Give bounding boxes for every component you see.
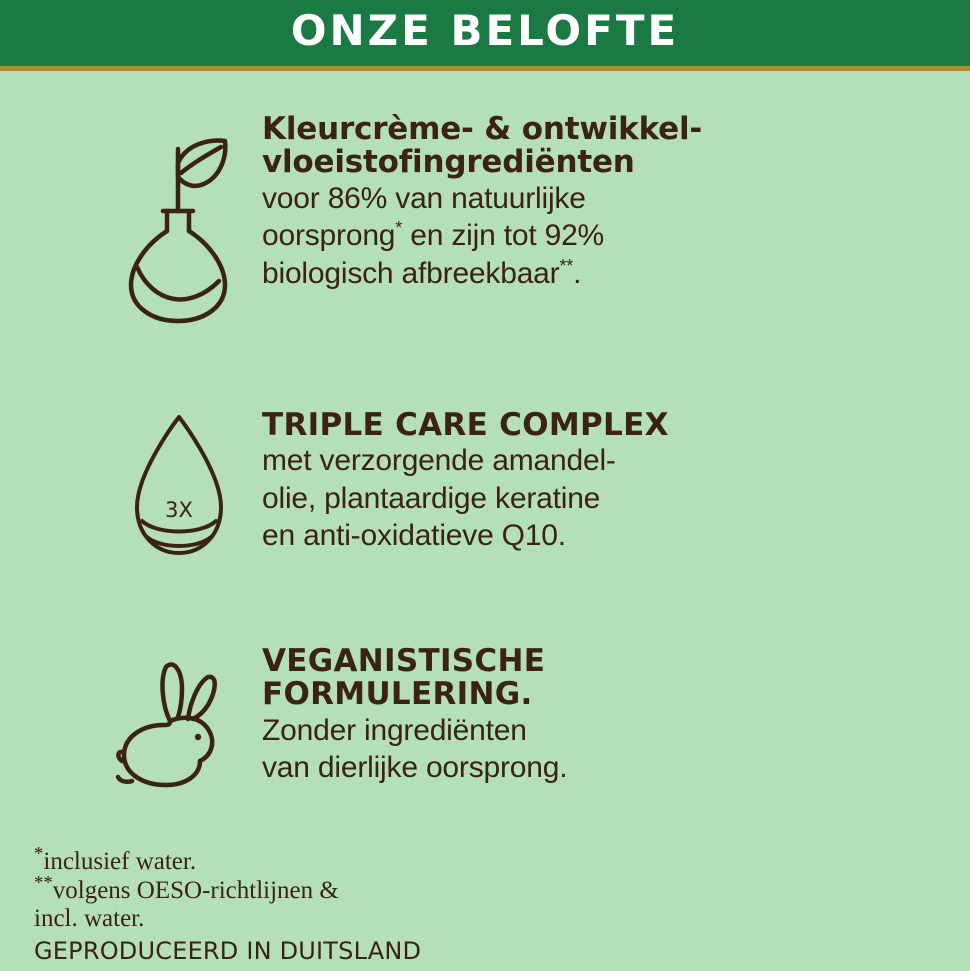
feature-vegan-body-line2: van dierlijke oorsprong. xyxy=(262,751,568,785)
droplet-3x-icon xyxy=(104,409,254,569)
footnote-marker-double: ** xyxy=(559,255,574,276)
footnotes xyxy=(34,843,594,965)
feature-vegan-heading-line2: FORMULERING. xyxy=(262,676,533,713)
feature-ingredients xyxy=(0,113,970,325)
svg-text:3X: 3X xyxy=(165,498,193,522)
footnote-marker-single: * xyxy=(395,218,403,239)
body-line2-a: oorsprong xyxy=(262,219,396,253)
flask-leaf-icon xyxy=(104,113,254,325)
feature-ingredients-heading-line2: vloeistofingrediënten xyxy=(262,144,635,181)
footnote-1-marker: * xyxy=(34,843,44,865)
body-line2-b: en zijn tot 92% xyxy=(402,219,605,253)
feature-vegan-heading-line1: VEGANISTISCHE xyxy=(262,643,546,679)
header-divider xyxy=(0,66,970,71)
feature-ingredients-body-line3 xyxy=(262,255,970,293)
feature-triple-care-body-line2: olie, plantaardige keratine xyxy=(262,481,601,515)
footnote-2-marker: ** xyxy=(34,872,53,894)
feature-vegan xyxy=(0,645,970,797)
feature-triple-care-text xyxy=(254,409,970,555)
footnote-2-text: volgens OESO-richtlijnen & xyxy=(52,876,339,904)
footnote-2-line2: incl. water. xyxy=(34,905,145,932)
body-line3-a: biologisch afbreekbaar xyxy=(262,256,560,290)
header-band xyxy=(0,0,970,66)
feature-triple-care-body-line3: en anti-oxidatieve Q10. xyxy=(262,519,566,553)
feature-ingredients-heading-line1: Kleurcrème- & ontwikkel- xyxy=(262,111,703,147)
feature-triple-care xyxy=(0,409,970,569)
feature-vegan-body-line1: Zonder ingrediënten xyxy=(262,713,527,747)
footnote-1-text: inclusief water. xyxy=(43,848,197,875)
page-title: ONZE BELOFTE xyxy=(290,6,680,55)
feature-triple-care-heading: TRIPLE CARE COMPLEX xyxy=(262,407,669,443)
origin-statement: GEPRODUCEERD IN DUITSLAND xyxy=(34,936,422,965)
feature-list xyxy=(0,95,970,797)
feature-vegan-text xyxy=(254,645,970,787)
footnote-2-line1 xyxy=(34,872,594,906)
body-line3-b: . xyxy=(573,256,582,290)
feature-ingredients-body-line1: voor 86% van natuurlijke xyxy=(262,181,586,215)
rabbit-icon xyxy=(104,645,254,797)
feature-ingredients-text xyxy=(254,113,970,292)
footnote-1 xyxy=(34,843,594,877)
feature-ingredients-body-line2 xyxy=(262,217,970,255)
feature-triple-care-body-line1: met verzorgende amandel- xyxy=(262,444,616,478)
